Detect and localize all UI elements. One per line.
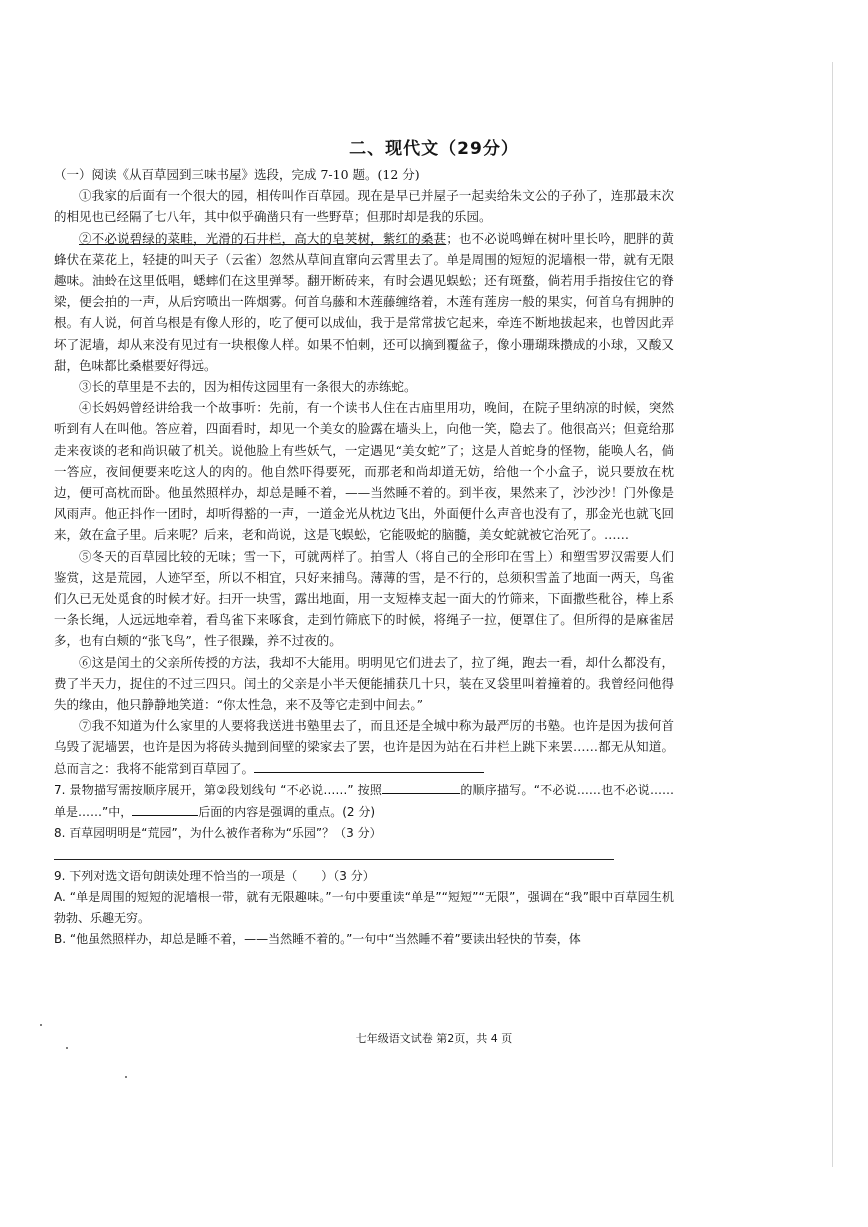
passage-heading: （一）阅读《从百草园到三味书屋》选段，完成 7-10 题。(12 分) bbox=[54, 167, 420, 182]
paragraph-2-rest: ；也不必说鸣蝉在树叶里长吟，肥胖的黄蜂伏在菜花上，轻捷的叫天子（云雀）忽然从草间直窜向云霄里去了。单是周围的短短的泥墙根一带，就有无限趣味。油蛉在这里低唱，蟋蟀们在这里弹琴。翻开断砖来，有时会遇见蜈蚣；还有斑蝥，倘若用手指按住它的脊梁，便会拍的一声，从后窍喷出一阵烟雾。何首乌藤和木莲藤缠络着，木莲有莲房一般的果实，何首乌有拥肿的根。有人说，何首乌根是有像人形的，吃了便可以成仙，我于是常常拔它起来，牵连不断地拔起来，也曾因此弄坏了泥墙，却从来没有见过有一块根像人样。如果不怕刺，还可以摘到覆盆子，像小珊瑚珠攒成的小球，又酸又甜，色味都比桑椹要好得远。 bbox=[54, 230, 674, 373]
paragraph-6: ⑥这是闰土的父亲所传授的方法，我却不大能用。明明见它们进去了，拉了绳，跑去一看，却什么都没有，费了半天力，捉住的不过三四只。闰土的父亲是小半天便能捕获几十只，装在叉袋里叫着撞着的。我曾经问他得失的缘由，他只静静地笑道：“你太性急，来不及等它走到中间去。” bbox=[54, 654, 674, 713]
scan-speck bbox=[66, 1047, 68, 1049]
paragraph-5: ⑤冬天的百草园比较的无味；雪一下，可就两样了。拍雪人（将自己的全形印在雪上）和塑雪罗汉需要人们鉴赏，这是荒园，人迹罕至，所以不相宜，只好来捕鸟。薄薄的雪，是不行的，总须积雪盖了地面一两天，鸟雀们久已无处觅食的时候才好。扫开一块雪，露出地面，用一支短棒支起一面大的竹筛来，下面撒些秕谷，棒上系一条长绳，人远远地牵着，看鸟雀下来啄食，走到竹筛底下的时候，将绳子一拉，便罩住了。但所得的是麻雀居多，也有白颊的“张飞鸟”，性子很躁，养不过夜的。 bbox=[54, 548, 674, 649]
q9-option-b: B. “他虽然照样办，却总是睡不着，——当然睡不着的。”一句中“当然睡不着”要读出轻快的节奏，体 bbox=[54, 932, 581, 947]
page-footer: 七年级语文试卷 第2页，共 4 页 bbox=[355, 1032, 513, 1045]
scan-speck bbox=[125, 1076, 127, 1078]
q8-answer-line[interactable] bbox=[54, 859, 614, 860]
q9-option-a: A. “单是周围的短短的泥墙根一带，就有无限趣味。”一句中要重读“单是”“短短”“无限”，强调在“我”眼中百草园生机勃勃、乐趣无穷。 bbox=[54, 889, 674, 925]
question-7 bbox=[54, 779, 674, 823]
p7-answer-blank[interactable] bbox=[254, 758, 484, 773]
paragraph-4: ④长妈妈曾经讲给我一个故事听：先前，有一个读书人住在古庙里用功，晚间，在院子里纳凉的时候，突然听到有人在叫他。答应着，四面看时，却见一个美女的脸露在墙头上，向他一笑，隐去了。他很高兴；但竟给那走来夜谈的老和尚识破了机关。说他脸上有些妖气，一定遇见“美女蛇”了；这是人首蛇身的怪物，能唤人名，倘一答应，夜间便要来吃这人的肉的。他自然吓得要死，而那老和尚却道无妨，给他一个小盒子，说只要放在枕边，便可高枕而卧。他虽然照样办，却总是睡不着，——当然睡不着的。到半夜，果然来了，沙沙沙！门外像是风雨声。他正抖作一团时，却听得豁的一声，一道金光从枕边飞出，外面便什么声音也没有了，那金光也就飞回来，敛在盒子里。后来呢？后来，老和尚说，这是飞蜈蚣，它能吸蛇的脑髓，美女蛇就被它治死了。…… bbox=[54, 400, 674, 543]
q7-blank-1[interactable] bbox=[382, 779, 460, 794]
paragraph-2 bbox=[54, 228, 674, 376]
underlined-sentence: ②不必说碧绿的菜畦，光滑的石井栏，高大的皂荚树，紫红的桑葚 bbox=[79, 230, 447, 246]
question-8: 8. 百草园明明是“荒园”，为什么被作者称为“乐园”？（3 分） bbox=[54, 826, 382, 841]
section-title: 二、现代文（29分） bbox=[349, 139, 519, 159]
scan-speck bbox=[40, 1024, 42, 1026]
scan-edge-line bbox=[832, 62, 833, 1167]
paragraph-3: ③长的草里是不去的，因为相传这园里有一条很大的赤练蛇。 bbox=[79, 379, 417, 395]
q7-part-c: 后面的内容是强调的重点。(2 分) bbox=[198, 805, 376, 820]
question-9: 9. 下列对选文语句朗读处理不恰当的一项是（ ）（3 分） bbox=[54, 868, 375, 883]
q7-part-b: 的顺序描写。“不必说……也不必说……单是……”中， bbox=[54, 782, 675, 820]
paragraph-7-text: ⑦我不知道为什么家里的人要将我送进书塾里去了，而且还是全城中称为最严厉的书塾。也许是因为拔何首乌毁了泥墙罢，也许是因为将砖头抛到间壁的梁家去了罢，也许是因为站在石井栏上跳下来罢……都无从知道。总而言之：我将不能常到百草园了。 bbox=[54, 718, 674, 776]
paragraph-1: ①我家的后面有一个很大的园，相传叫作百草园。现在是早已并屋子一起卖给朱文公的子孙了，连那最末次的相见也已经隔了七八年，其中似乎确凿只有一些野草；但那时却是我的乐园。 bbox=[54, 188, 674, 225]
reading-section bbox=[54, 164, 674, 950]
q7-part-a: 7. 景物描写需按顺序展开，第②段划线句 “不必说……” 按照 bbox=[54, 782, 383, 797]
paragraph-7 bbox=[54, 715, 674, 779]
q7-blank-2[interactable] bbox=[132, 801, 198, 816]
